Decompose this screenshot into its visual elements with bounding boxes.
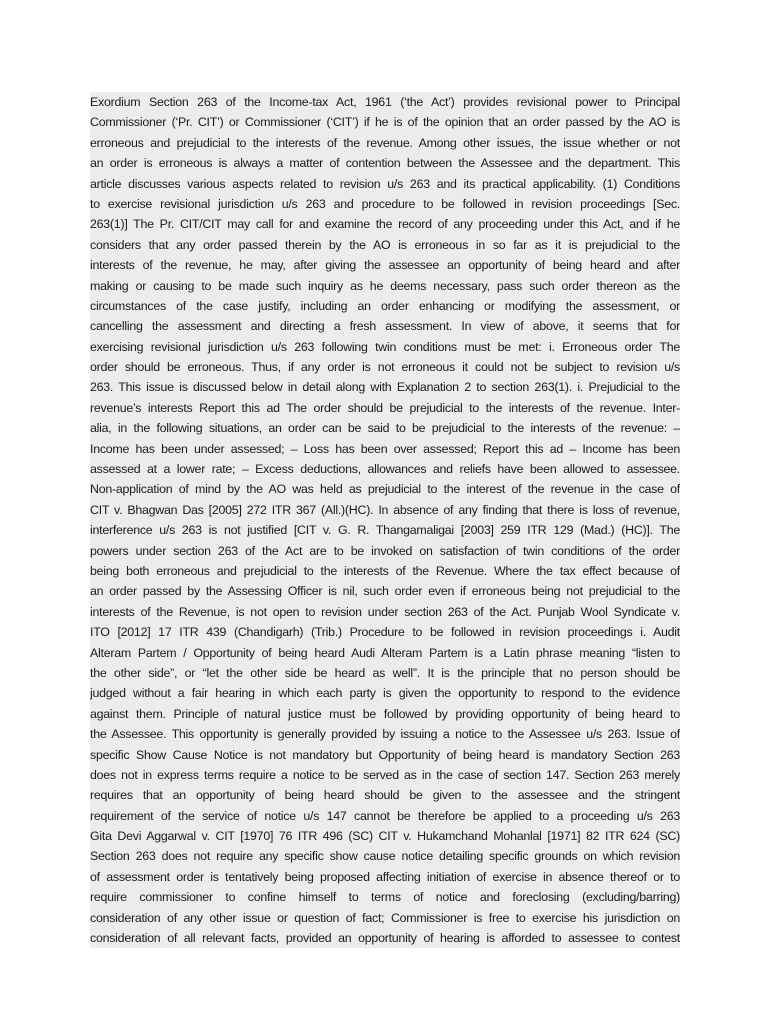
text-line: an order passed by the Assessing Officer is nil, such order even if erroneous being not prejudicial to the — [90, 581, 680, 601]
text-line: considers that any order passed therein by the AO is erroneous in so far as it is prejudicial to the — [90, 235, 680, 255]
text-line: making or causing to be made such inquiry as he deems necessary, pass such order thereon as the — [90, 276, 680, 296]
text-line: 263. This issue is discussed below in detail along with Explanation 2 to section 263(1). i. Prejudicial to the — [90, 377, 680, 397]
text-line: specific Show Cause Notice is not mandatory but Opportunity of being heard is mandatory Section 263 — [90, 745, 680, 765]
text-line: of assessment order is tentatively being proposed affecting initiation of exercise in absence thereof or to — [90, 867, 680, 887]
text-line: the other side”, or “let the other side be heard as well”. It is the principle that no person should be — [90, 663, 680, 683]
text-line: Exordium Section 263 of the Income-tax Act, 1961 (‘the Act’) provides revisional power to Principal — [90, 92, 680, 112]
text-line: Income has been under assessed; – Loss has been over assessed; Report this ad – Income has been — [90, 439, 680, 459]
text-line: order should be erroneous. Thus, if any order is not erroneous it could not be subject to revision u/s — [90, 357, 680, 377]
text-line: interference u/s 263 is not justified [CIT v. G. R. Thangamaligai [2003] 259 ITR 129 (Mad.) (HC)]. The — [90, 520, 680, 540]
text-line: being both erroneous and prejudicial to the interests of the Revenue. Where the tax effect because of — [90, 561, 680, 581]
text-line: Alteram Partem / Opportunity of being heard Audi Alteram Partem is a Latin phrase meaning “listen to — [90, 643, 680, 663]
text-line: requires that an opportunity of being heard should be given to the assessee and the stringent — [90, 785, 680, 805]
text-line: requirement of the service of notice u/s 147 cannot be therefore be applied to a proceeding u/s 263 — [90, 806, 680, 826]
text-line: powers under section 263 of the Act are to be invoked on satisfaction of twin conditions of the order — [90, 541, 680, 561]
text-line: against them. Principle of natural justice must be followed by providing opportunity of being heard to — [90, 704, 680, 724]
text-line: Non-application of mind by the AO was held as prejudicial to the interest of the revenue in the case of — [90, 479, 680, 499]
text-line: erroneous and prejudicial to the interests of the revenue. Among other issues, the issue whether or not — [90, 133, 680, 153]
text-line: assessed at a lower rate; – Excess deductions, allowances and reliefs have been allowed to assessee. — [90, 459, 680, 479]
text-line: judged without a fair hearing in which each party is given the opportunity to respond to the evidence — [90, 683, 680, 703]
text-line: consideration of all relevant facts, provided an opportunity of hearing is afforded to assessee to contest — [90, 928, 680, 948]
text-line: Section 263 does not require any specific show cause notice detailing specific grounds on which revision — [90, 846, 680, 866]
text-line: the Assessee. This opportunity is generally provided by issuing a notice to the Assessee u/s 263. Issue of — [90, 724, 680, 744]
text-line: to exercise revisional jurisdiction u/s 263 and procedure to be followed in revision proceedings [Sec. — [90, 194, 680, 214]
text-line: article discusses various aspects related to revision u/s 263 and its practical applicability. (1) Conditions — [90, 174, 680, 194]
text-line: 263(1)] The Pr. CIT/CIT may call for and examine the record of any proceeding under this Act, and if he — [90, 214, 680, 234]
text-line: an order is erroneous is always a matter of contention between the Assessee and the department. This — [90, 153, 680, 173]
text-line: require commissioner to confine himself to terms of notice and foreclosing (excluding/barring) — [90, 887, 680, 907]
text-line: alia, in the following situations, an order can be said to be prejudicial to the interests of the revenue: – — [90, 418, 680, 438]
text-line: interests of the Revenue, is not open to revision under section 263 of the Act. Punjab Wool Syndicate v. — [90, 602, 680, 622]
text-line: exercising revisional jurisdiction u/s 263 following twin conditions must be met: i. Erroneous order The — [90, 337, 680, 357]
text-line: consideration of any other issue or question of fact; Commissioner is free to exercise his jurisdiction on — [90, 908, 680, 928]
text-line: does not in express terms require a notice to be served as in the case of section 147. Section 263 merely — [90, 765, 680, 785]
text-line: revenue’s interests Report this ad The order should be prejudicial to the interests of the revenue. Inter- — [90, 398, 680, 418]
text-line: interests of the revenue, he may, after giving the assessee an opportunity of being heard and after — [90, 255, 680, 275]
text-line: CIT v. Bhagwan Das [2005] 272 ITR 367 (All.)(HC). In absence of any finding that there is loss of revenue, — [90, 500, 680, 520]
text-line: Gita Devi Aggarwal v. CIT [1970] 76 ITR 496 (SC) CIT v. Hukamchand Mohanlal [1971] 82 ITR 624 (SC) — [90, 826, 680, 846]
text-line: Commissioner (‘Pr. CIT’) or Commissioner (‘CIT’) if he is of the opinion that an order passed by the AO is — [90, 112, 680, 132]
article-body — [90, 92, 680, 948]
text-line: circumstances of the case justify, including an order enhancing or modifying the assessment, or — [90, 296, 680, 316]
text-line: ITO [2012] 17 ITR 439 (Chandigarh) (Trib.) Procedure to be followed in revision proceedings i. Audit — [90, 622, 680, 642]
text-line: cancelling the assessment and directing a fresh assessment. In view of above, it seems that for — [90, 316, 680, 336]
